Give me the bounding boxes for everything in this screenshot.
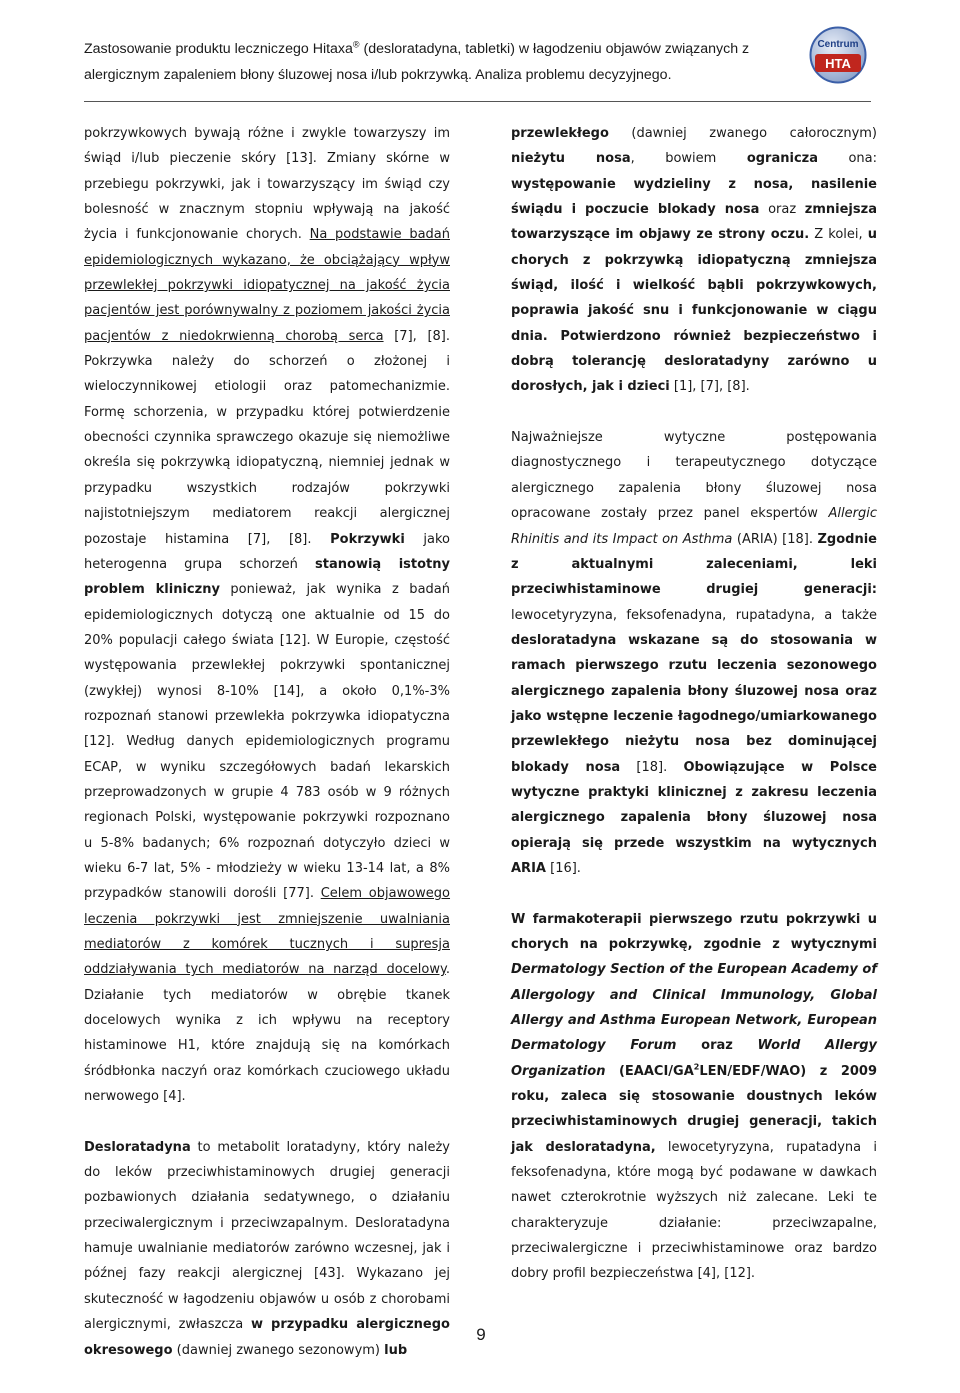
- text-run: lewocetyryzyna, rupatadyna i feksofenadyna, które mogą być podawane w dawkach nawet czterokrotnie wyższych niż zalecane. Leki te charakteryzuje działanie: przeciwzapalne, przeciwalergiczne i przeciwhistaminowe oraz bardzo dobry profil bezpieczeństwa [4], [12].: [511, 1139, 877, 1282]
- underlined-run: Celem objawowego leczenia pokrzywki jest zmniejszenie uwalniania mediatorów z komórek tucznych i supresja oddziaływania tych mediatorów na narząd docelowy: [84, 886, 451, 978]
- bold-run: zmniejsza towarzyszące im objawy ze strony oczu.: [511, 202, 877, 243]
- right-paragraph-2: [511, 425, 877, 881]
- registered-mark: ®: [352, 39, 360, 50]
- bold-run: stanowią istotny problem kliniczny: [84, 556, 450, 598]
- text-run: ponieważ, jak wynika z badań epidemiologicznych dotyczą one aktualnie od 15 do 20% populacji całego świata [12]. W Europie, częstość występowania przewlekłej pokrzywki spontanicznej (zwykłej) wynosi 8-10% [14], a około 0,1%-3% rozpoznań stanowi przewlekła pokrzywka idiopatyczna [12]. Według danych epidemiologicznych programu ECAP, w wyniku szczegółowych badań lekarskich przeprowadzonych w grupie 4 783 osób w 9 różnych regionach Polski, występowanie pokrzywki rozpoznano u 5-8% badanych; 6% rozpoznań dotyczyło dzieci w wieku 6-7 lat, 5% - młodzieży w wieku 13-14 lat, a 8% przypadków stanowili dorośli [77].: [84, 582, 450, 902]
- text-run: Z kolei,: [809, 227, 868, 243]
- text-run: [7], [8]. Pokrzywka należy do schorzeń o złożonej i wieloczynnikowej etiologii oraz patomechanizmie. Formę schorzenia, w przypadku której potwierdzenie obecności czynnika sprawczego okazuje się niemożliwe określa się pokrzywką idiopatyczną, niemniej jednak w przypadku wszystkich rodzajów pokrzywki najistotniejszym mediatorem reakcji alergicznej pozostaje histamina [7], [8].: [84, 328, 451, 547]
- left-paragraph-1: [84, 121, 450, 1109]
- bold-run: Zgodnie z aktualnymi zaleceniami, leki przeciwhistaminowe drugiej generacji:: [511, 531, 877, 598]
- page-number: 9: [476, 1325, 486, 1344]
- italic-run: Allergic Rhinitis and its Impact on Asthma: [511, 506, 877, 547]
- underlined-run: Na podstawie badań epidemiologicznych wykazano, że obciążający wpływ przewlekłej pokrzywki idiopatycznej na jakość życia pacjentów jest porównywalny z poziomem jakości życia pacjentów z niedokrwienną chorobą serca: [84, 227, 450, 344]
- superscript: 2: [693, 1062, 700, 1072]
- bold-run: Obowiązujące w Polsce wytyczne praktyki klinicznej z zakresu leczenia alergicznego zapalenia błony śluzowej nosa opierają się przede wszystkim na wytycznych ARIA: [511, 759, 877, 876]
- header-line2: alergicznym zapaleniem błony śluzowej nosa i/lub pokrzywką. Analiza problemu decyzyjnego.: [84, 67, 672, 83]
- bold-run: nieżytu nosa: [511, 151, 631, 167]
- text-run: ona:: [818, 151, 878, 167]
- bold-run: LEN/EDF/WAO) z 2009 roku, zaleca się stosowanie doustnych leków przeciwhistaminowych drugiej generacji, takich jak desloratadyna,: [511, 1063, 878, 1155]
- text-run: [1], [7], [8].: [669, 379, 750, 395]
- bold-run: Pokrzywki: [330, 531, 405, 547]
- text-run: , bowiem: [630, 151, 747, 167]
- text-run: (ARIA) [18].: [732, 531, 818, 547]
- text-run: [16].: [545, 860, 581, 876]
- header-line1a: Zastosowanie produktu leczniczego Hitaxa: [84, 41, 353, 57]
- logo-top-text: Centrum: [817, 39, 859, 50]
- left-column: [84, 121, 450, 1363]
- text-run: to metabolit loratadyny, który należy do leków przeciwhistaminowych drugiej generacji pozbawionych działania sedatywnego, o działaniu przeciwalergicznym i przeciwzapalnym. Desloratadyna hamuje uwalnianie mediatorów zarówno wczesnej, jak i późnej fazy reakcji alergicznej [43]. Wykazano jej skuteczność w łagodzeniu objawów u osób z chorobami alergicznymi, zwłaszcza: [84, 1139, 450, 1333]
- right-paragraph-3: [511, 907, 877, 1287]
- bold-run: występowanie wydzieliny z nosa, nasilenie świądu i poczucie blokady nosa: [511, 176, 877, 218]
- right-paragraph-1: [511, 121, 877, 400]
- right-column: [511, 121, 877, 1287]
- text-run: (dawniej zwanego całorocznym): [608, 126, 877, 141]
- bold-run: (EAACI/GA: [605, 1063, 694, 1079]
- text-run: pokrzywkowych bywają różne i zwykle towarzyszy im świąd i/lub pieczenie skóry [13]. Zmiany skórne w przebiegu pokrzywki, jak i towarzyszący im świąd czy bolesność w znacznym stopniu wpływają na jakość życia i funkcjonowanie chorych.: [84, 126, 450, 243]
- bold-run: w przypadku alergicznego okresowego: [84, 1317, 450, 1358]
- text-run: lewocetyryzyna, feksofenadyna, rupatadyna, a także: [511, 607, 877, 623]
- bold-italic-run: Dermatology Section of the European Academy of Allergology and Clinical Immunology, Global Allergy and Asthma European Network, European Dermatology Forum: [511, 962, 877, 1054]
- text-run: Najważniejsze wytyczne postępowania diagnostycznego i terapeutycznego dotyczące alergicznego zapalenia błony śluzowej nosa opracowane zostały przez panel ekspertów: [511, 430, 877, 522]
- centrum-hta-logo: [809, 26, 867, 84]
- bold-run: desloratadyna wskazane są do stosowania w ramach pierwszego rzutu leczenia sezonowego alergicznego zapalenia błony śluzowej nosa oraz jako wstępne leczenie łagodnego/umiarkowanego przewlekłego nieżytu nosa bez dominującej blokady nosa: [511, 632, 877, 775]
- header-divider: [84, 101, 871, 102]
- text-run: (dawniej zwanego sezonowym): [172, 1342, 385, 1358]
- left-paragraph-2: [84, 1135, 450, 1363]
- header-line1b: (desloratadyna, tabletki) w łagodzeniu objawów związanych z: [359, 41, 750, 57]
- bold-run: u chorych z pokrzywką idiopatyczną zmniejsza świąd, ilość i wielkość bąbli pokrzywkowych, poprawia jakość snu i funkcjonowanie w ciągu dnia. Potwierdzono również bezpieczeństwo i dobrą tolerancję desloratadyny zarówno u dorosłych, jak i dzieci: [511, 227, 877, 395]
- text-run: [18].: [620, 759, 684, 775]
- text-run: . Działanie tych mediatorów w obrębie tkanek docelowych wynika z ich wpływu na receptory histaminowe H1, które znajdują się na komórkach śródbłonka naczyń oraz komórkach czuciowego układu nerwowego [4].: [84, 962, 450, 1105]
- bold-italic-run: World Allergy Organization: [511, 1038, 877, 1079]
- bold-run: lub: [384, 1342, 408, 1358]
- logo-main-text: HTA: [825, 56, 851, 71]
- bold-run: ogranicza: [746, 151, 818, 167]
- bold-run: W farmakoterapii pierwszego rzutu pokrzywki u chorych na pokrzywkę, zgodnie z wytycznymi: [511, 911, 877, 952]
- text-run: jako heterogenna grupa schorzeń: [84, 531, 450, 572]
- running-header: [84, 36, 804, 88]
- text-run: oraz: [759, 202, 805, 218]
- bold-run: oraz: [676, 1038, 758, 1054]
- bold-run: przewlekłego: [511, 126, 609, 141]
- bold-run: Desloratadyna: [84, 1139, 191, 1155]
